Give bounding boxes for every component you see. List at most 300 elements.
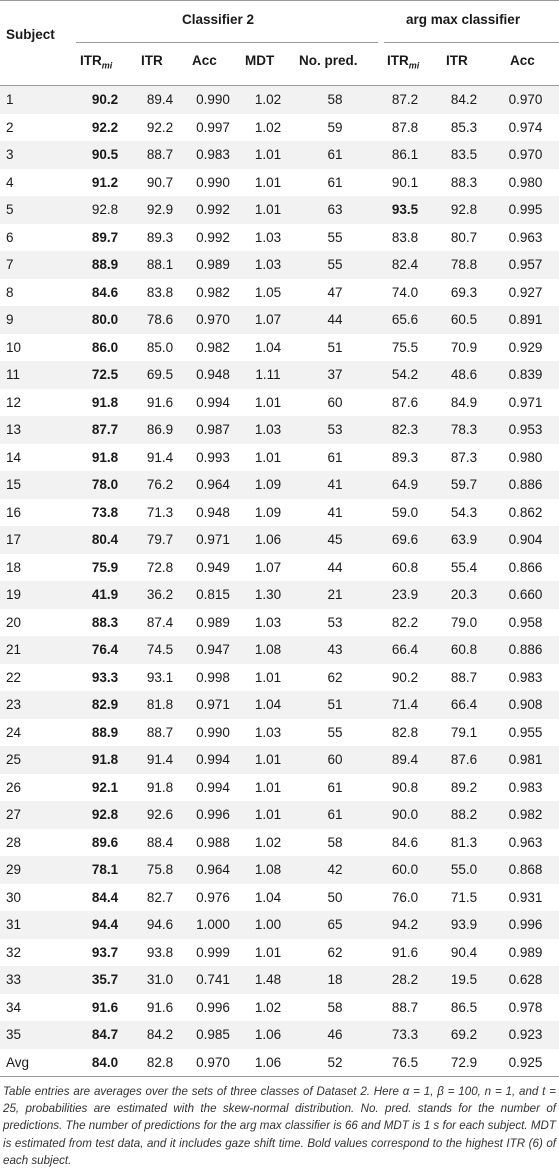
cell-s: 5	[0, 196, 76, 224]
cell-a_itr_mi: 87.8	[374, 114, 436, 142]
cell-a_acc: 0.927	[492, 279, 559, 307]
cell-itr: 85.0	[134, 334, 186, 362]
cell-mdt: 1.00	[240, 911, 296, 939]
cell-itr_mi: 84.7	[76, 1021, 134, 1049]
cell-itr_mi: 73.8	[76, 499, 134, 527]
cell-a_acc: 0.981	[492, 746, 559, 774]
table-row	[0, 719, 559, 747]
cell-itr_mi: 90.2	[76, 86, 134, 114]
cell-a_acc: 0.886	[492, 471, 559, 499]
cell-a_itr: 84.2	[436, 86, 492, 114]
cell-acc: 0.982	[186, 279, 240, 307]
cell-acc: 0.947	[186, 636, 240, 664]
cell-a_acc: 0.923	[492, 1021, 559, 1049]
cell-acc: 1.000	[186, 911, 240, 939]
cell-np: 62	[296, 939, 374, 967]
header-group-argmax: arg max classifier	[406, 12, 521, 27]
table-row	[0, 664, 559, 692]
cell-s: 14	[0, 444, 76, 472]
cell-itr: 91.4	[134, 746, 186, 774]
cell-np: 53	[296, 416, 374, 444]
cell-a_itr: 83.5	[436, 141, 492, 169]
cell-itr_mi: 94.4	[76, 911, 134, 939]
cell-a_itr: 19.5	[436, 966, 492, 994]
cell-a_itr: 72.9	[436, 1049, 492, 1077]
cell-itr: 93.1	[134, 664, 186, 692]
table-row	[0, 169, 559, 197]
cell-itr_mi: 88.3	[76, 609, 134, 637]
cell-acc: 0.971	[186, 526, 240, 554]
cell-itr_mi: 91.8	[76, 444, 134, 472]
cell-np: 60	[296, 389, 374, 417]
table-row	[0, 774, 559, 802]
cell-itr_mi: 92.1	[76, 774, 134, 802]
cell-acc: 0.971	[186, 691, 240, 719]
cell-s: 13	[0, 416, 76, 444]
cell-mdt: 1.07	[240, 554, 296, 582]
cell-itr_mi: 92.2	[76, 114, 134, 142]
cell-np: 61	[296, 444, 374, 472]
cell-np: 51	[296, 691, 374, 719]
cell-a_itr: 55.4	[436, 554, 492, 582]
cell-a_itr_mi: 90.2	[374, 664, 436, 692]
cell-s: 11	[0, 361, 76, 389]
table-row	[0, 141, 559, 169]
cell-mdt: 1.02	[240, 86, 296, 114]
cell-mdt: 1.01	[240, 389, 296, 417]
cell-a_acc: 0.983	[492, 664, 559, 692]
table-row	[0, 636, 559, 664]
cell-np: 58	[296, 86, 374, 114]
cell-mdt: 1.01	[240, 746, 296, 774]
cell-itr_mi: 78.1	[76, 856, 134, 884]
cell-a_itr_mi: 71.4	[374, 691, 436, 719]
cell-mdt: 1.09	[240, 471, 296, 499]
cell-itr: 88.7	[134, 719, 186, 747]
cell-s: 2	[0, 114, 76, 142]
cell-mdt: 1.03	[240, 609, 296, 637]
cell-itr_mi: 84.4	[76, 884, 134, 912]
cell-s: 25	[0, 746, 76, 774]
cell-itr_mi: 93.7	[76, 939, 134, 967]
cell-acc: 0.815	[186, 581, 240, 609]
cell-acc: 0.741	[186, 966, 240, 994]
cell-np: 60	[296, 746, 374, 774]
cell-itr_mi: 75.9	[76, 554, 134, 582]
cell-a_acc: 0.983	[492, 774, 559, 802]
cell-s: 31	[0, 911, 76, 939]
top-rule	[0, 0, 559, 1]
cell-mdt: 1.08	[240, 636, 296, 664]
table-row	[0, 884, 559, 912]
col-no-pred: No. pred.	[299, 53, 358, 68]
cell-a_itr_mi: 75.5	[374, 334, 436, 362]
cell-a_itr: 70.9	[436, 334, 492, 362]
cell-a_itr_mi: 74.0	[374, 279, 436, 307]
col-itr: ITR	[141, 53, 163, 68]
cell-itr: 75.8	[134, 856, 186, 884]
table-row	[0, 334, 559, 362]
cell-a_acc: 0.980	[492, 444, 559, 472]
cell-np: 61	[296, 801, 374, 829]
cell-itr: 89.4	[134, 86, 186, 114]
cell-itr_mi: 72.5	[76, 361, 134, 389]
table-row	[0, 444, 559, 472]
cell-itr: 90.7	[134, 169, 186, 197]
cell-a_itr: 88.7	[436, 664, 492, 692]
cell-np: 21	[296, 581, 374, 609]
cell-acc: 0.996	[186, 801, 240, 829]
table-row	[0, 114, 559, 142]
cell-np: 58	[296, 994, 374, 1022]
cell-a_itr: 60.8	[436, 636, 492, 664]
cell-acc: 0.970	[186, 1049, 240, 1077]
cell-a_itr: 69.2	[436, 1021, 492, 1049]
cell-mdt: 1.06	[240, 526, 296, 554]
table-row	[0, 856, 559, 884]
cell-s: 15	[0, 471, 76, 499]
cell-acc: 0.997	[186, 114, 240, 142]
cell-a_itr: 71.5	[436, 884, 492, 912]
table-row	[0, 86, 559, 114]
cell-mdt: 1.02	[240, 114, 296, 142]
cell-mdt: 1.05	[240, 279, 296, 307]
cell-s: 4	[0, 169, 76, 197]
cell-a_itr_mi: 93.5	[374, 196, 436, 224]
cell-a_itr_mi: 65.6	[374, 306, 436, 334]
cell-a_itr: 88.2	[436, 801, 492, 829]
cell-s: 17	[0, 526, 76, 554]
cell-np: 37	[296, 361, 374, 389]
cell-a_itr_mi: 23.9	[374, 581, 436, 609]
cell-a_acc: 0.908	[492, 691, 559, 719]
table-row	[0, 499, 559, 527]
cell-s: 35	[0, 1021, 76, 1049]
cell-a_acc: 0.886	[492, 636, 559, 664]
cell-a_itr_mi: 69.6	[374, 526, 436, 554]
cell-a_itr_mi: 59.0	[374, 499, 436, 527]
cell-s: 30	[0, 884, 76, 912]
table-row	[0, 306, 559, 334]
cell-itr: 92.2	[134, 114, 186, 142]
table-row	[0, 389, 559, 417]
cell-a_itr_mi: 87.6	[374, 389, 436, 417]
cell-np: 55	[296, 224, 374, 252]
cell-np: 46	[296, 1021, 374, 1049]
cell-mdt: 1.06	[240, 1021, 296, 1049]
cell-a_itr_mi: 87.2	[374, 86, 436, 114]
table-row	[0, 911, 559, 939]
cell-mdt: 1.04	[240, 884, 296, 912]
cell-np: 59	[296, 114, 374, 142]
cell-mdt: 1.01	[240, 939, 296, 967]
header-group-classifier-2: Classifier 2	[182, 12, 255, 27]
cell-acc: 0.948	[186, 361, 240, 389]
table-row	[0, 416, 559, 444]
cell-np: 61	[296, 141, 374, 169]
cell-np: 55	[296, 719, 374, 747]
cell-s: 34	[0, 994, 76, 1022]
cell-itr: 91.6	[134, 994, 186, 1022]
cell-s: 22	[0, 664, 76, 692]
cell-a_itr: 48.6	[436, 361, 492, 389]
cell-a_itr: 69.3	[436, 279, 492, 307]
cell-itr: 81.8	[134, 691, 186, 719]
cell-itr_mi: 35.7	[76, 966, 134, 994]
table-row	[0, 966, 559, 994]
cell-mdt: 1.09	[240, 499, 296, 527]
cell-acc: 0.989	[186, 251, 240, 279]
cell-itr_mi: 89.6	[76, 829, 134, 857]
cell-s: 12	[0, 389, 76, 417]
cell-acc: 0.990	[186, 719, 240, 747]
cell-s: 8	[0, 279, 76, 307]
cell-a_acc: 0.955	[492, 719, 559, 747]
table-row	[0, 829, 559, 857]
table-row	[0, 1049, 559, 1077]
header-rule	[0, 85, 559, 86]
cell-a_acc: 0.989	[492, 939, 559, 967]
cell-a_itr: 89.2	[436, 774, 492, 802]
cell-s: Avg	[0, 1049, 76, 1077]
cell-a_itr_mi: 73.3	[374, 1021, 436, 1049]
cell-a_itr_mi: 60.8	[374, 554, 436, 582]
cell-np: 61	[296, 774, 374, 802]
cell-a_itr_mi: 82.3	[374, 416, 436, 444]
cell-a_acc: 0.957	[492, 251, 559, 279]
cell-itr: 74.5	[134, 636, 186, 664]
cell-itr_mi: 91.8	[76, 389, 134, 417]
cell-np: 43	[296, 636, 374, 664]
table-row	[0, 361, 559, 389]
cell-itr: 86.9	[134, 416, 186, 444]
cell-a_itr_mi: 90.1	[374, 169, 436, 197]
cell-s: 24	[0, 719, 76, 747]
cell-itr: 69.5	[134, 361, 186, 389]
cell-itr_mi: 91.6	[76, 994, 134, 1022]
cell-mdt: 1.07	[240, 306, 296, 334]
cell-itr: 83.8	[134, 279, 186, 307]
table-row	[0, 279, 559, 307]
cell-itr_mi: 76.4	[76, 636, 134, 664]
cell-a_itr: 90.4	[436, 939, 492, 967]
cell-a_itr_mi: 84.6	[374, 829, 436, 857]
table-row	[0, 994, 559, 1022]
cell-acc: 0.999	[186, 939, 240, 967]
col-itr-mi: $ITR_{mi}$	[80, 53, 113, 71]
cell-np: 51	[296, 334, 374, 362]
cell-a_itr: 87.6	[436, 746, 492, 774]
cell-a_itr: 60.5	[436, 306, 492, 334]
cell-itr: 82.8	[134, 1049, 186, 1077]
cell-itr: 88.7	[134, 141, 186, 169]
cell-itr_mi: 90.5	[76, 141, 134, 169]
cell-a_itr_mi: 89.3	[374, 444, 436, 472]
cell-s: 32	[0, 939, 76, 967]
cell-acc: 0.964	[186, 856, 240, 884]
cell-a_acc: 0.971	[492, 389, 559, 417]
cell-a_acc: 0.925	[492, 1049, 559, 1077]
cell-a_acc: 0.953	[492, 416, 559, 444]
cell-s: 10	[0, 334, 76, 362]
cell-mdt: 1.48	[240, 966, 296, 994]
cell-acc: 0.992	[186, 196, 240, 224]
cell-a_acc: 0.866	[492, 554, 559, 582]
cell-acc: 0.949	[186, 554, 240, 582]
cell-a_itr: 84.9	[436, 389, 492, 417]
cell-mdt: 1.01	[240, 141, 296, 169]
cell-np: 53	[296, 609, 374, 637]
cell-acc: 0.990	[186, 86, 240, 114]
col-argmax-itr-mi: $ITR_{mi}$	[387, 53, 420, 71]
table-row	[0, 939, 559, 967]
cell-a_itr_mi: 90.8	[374, 774, 436, 802]
cell-a_acc: 0.868	[492, 856, 559, 884]
cell-a_acc: 0.904	[492, 526, 559, 554]
cell-a_itr_mi: 28.2	[374, 966, 436, 994]
cell-mdt: 1.08	[240, 856, 296, 884]
cell-a_acc: 0.978	[492, 994, 559, 1022]
cell-a_acc: 0.963	[492, 224, 559, 252]
cell-a_acc: 0.839	[492, 361, 559, 389]
cell-itr_mi: 91.8	[76, 746, 134, 774]
cell-a_itr: 93.9	[436, 911, 492, 939]
cell-acc: 0.993	[186, 444, 240, 472]
cell-itr: 92.6	[134, 801, 186, 829]
table-header	[0, 0, 559, 86]
cell-s: 26	[0, 774, 76, 802]
table-row	[0, 801, 559, 829]
cell-a_itr: 20.3	[436, 581, 492, 609]
col-mdt: MDT	[245, 53, 275, 68]
cell-s: 29	[0, 856, 76, 884]
cell-mdt: 1.03	[240, 719, 296, 747]
cell-s: 21	[0, 636, 76, 664]
cell-itr: 82.7	[134, 884, 186, 912]
cell-a_acc: 0.996	[492, 911, 559, 939]
cell-a_itr_mi: 54.2	[374, 361, 436, 389]
cell-a_itr: 85.3	[436, 114, 492, 142]
cell-itr: 78.6	[134, 306, 186, 334]
table-row	[0, 526, 559, 554]
cell-np: 41	[296, 499, 374, 527]
table-row	[0, 609, 559, 637]
table-row	[0, 224, 559, 252]
cell-a_itr_mi: 89.4	[374, 746, 436, 774]
cell-acc: 0.976	[186, 884, 240, 912]
cell-mdt: 1.01	[240, 801, 296, 829]
cell-mdt: 1.03	[240, 251, 296, 279]
cell-np: 42	[296, 856, 374, 884]
cell-a_acc: 0.862	[492, 499, 559, 527]
table-row	[0, 746, 559, 774]
cell-a_itr_mi: 90.0	[374, 801, 436, 829]
col-argmax-itr: ITR	[446, 53, 468, 68]
cell-acc: 0.970	[186, 306, 240, 334]
cell-np: 52	[296, 1049, 374, 1077]
cell-itr_mi: 87.7	[76, 416, 134, 444]
cell-acc: 0.994	[186, 774, 240, 802]
cell-np: 63	[296, 196, 374, 224]
cell-itr_mi: 80.4	[76, 526, 134, 554]
cell-mdt: 1.01	[240, 444, 296, 472]
cell-s: 33	[0, 966, 76, 994]
cell-itr: 92.9	[134, 196, 186, 224]
cell-a_itr: 92.8	[436, 196, 492, 224]
cell-a_acc: 0.958	[492, 609, 559, 637]
col-argmax-acc: Acc	[510, 53, 535, 68]
cell-mdt: 1.06	[240, 1049, 296, 1077]
cell-np: 18	[296, 966, 374, 994]
group-rule-1	[76, 42, 378, 43]
cell-a_itr: 78.3	[436, 416, 492, 444]
cell-itr_mi: 84.6	[76, 279, 134, 307]
cell-mdt: 1.11	[240, 361, 296, 389]
cell-itr: 88.1	[134, 251, 186, 279]
cell-a_itr: 79.1	[436, 719, 492, 747]
cell-np: 44	[296, 306, 374, 334]
cell-a_itr: 59.7	[436, 471, 492, 499]
cell-a_acc: 0.980	[492, 169, 559, 197]
cell-mdt: 1.02	[240, 994, 296, 1022]
cell-acc: 0.988	[186, 829, 240, 857]
cell-itr: 84.2	[134, 1021, 186, 1049]
table-row	[0, 471, 559, 499]
cell-acc: 0.982	[186, 334, 240, 362]
cell-a_itr_mi: 86.1	[374, 141, 436, 169]
cell-a_acc: 0.628	[492, 966, 559, 994]
cell-a_itr_mi: 76.5	[374, 1049, 436, 1077]
cell-a_acc: 0.891	[492, 306, 559, 334]
cell-a_itr: 86.5	[436, 994, 492, 1022]
cell-mdt: 1.04	[240, 334, 296, 362]
cell-itr: 31.0	[134, 966, 186, 994]
header-subject: Subject	[6, 27, 55, 42]
cell-mdt: 1.01	[240, 664, 296, 692]
cell-acc: 0.994	[186, 389, 240, 417]
cell-a_acc: 0.660	[492, 581, 559, 609]
cell-itr_mi: 86.0	[76, 334, 134, 362]
cell-itr: 79.7	[134, 526, 186, 554]
cell-np: 44	[296, 554, 374, 582]
table-row	[0, 251, 559, 279]
cell-np: 45	[296, 526, 374, 554]
cell-a_itr: 80.7	[436, 224, 492, 252]
cell-mdt: 1.01	[240, 196, 296, 224]
cell-a_acc: 0.995	[492, 196, 559, 224]
cell-mdt: 1.02	[240, 829, 296, 857]
cell-a_itr_mi: 83.8	[374, 224, 436, 252]
cell-acc: 0.989	[186, 609, 240, 637]
cell-a_itr: 88.3	[436, 169, 492, 197]
cell-a_itr: 54.3	[436, 499, 492, 527]
cell-a_itr_mi: 88.7	[374, 994, 436, 1022]
col-acc: Acc	[192, 53, 217, 68]
cell-s: 28	[0, 829, 76, 857]
cell-a_itr_mi: 82.2	[374, 609, 436, 637]
cell-np: 41	[296, 471, 374, 499]
cell-a_acc: 0.970	[492, 86, 559, 114]
cell-itr: 72.8	[134, 554, 186, 582]
cell-mdt: 1.01	[240, 169, 296, 197]
cell-a_acc: 0.929	[492, 334, 559, 362]
cell-itr_mi: 78.0	[76, 471, 134, 499]
cell-itr_mi: 93.3	[76, 664, 134, 692]
cell-itr: 94.6	[134, 911, 186, 939]
cell-itr: 88.4	[134, 829, 186, 857]
cell-a_itr_mi: 60.0	[374, 856, 436, 884]
cell-acc: 0.983	[186, 141, 240, 169]
